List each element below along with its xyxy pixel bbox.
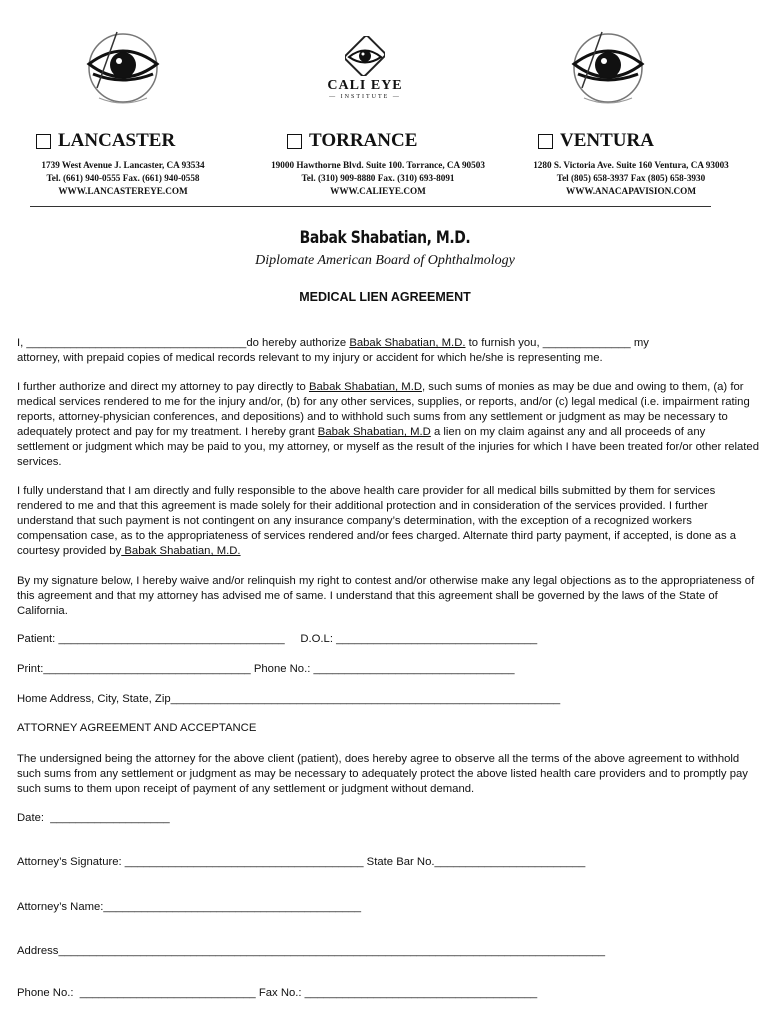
doctor-title: Diplomate American Board of Ophthalmology: [255, 253, 515, 268]
phone-line: Tel (805) 658-3937 Fax (805) 658-3930: [556, 173, 706, 183]
p2-text-c: , such sums of monies as may be due and owing to them, (a) for medical services rendered to me for the injury and/or, (b) for any other services, supplies, or reports, and/or (c) legal medical (i.e. impairment rating reports, attorney-physician conferences, and depositions) and to withhold such sums from any settlement or judgment as may be necessary to adequately protect and pay for my treatment. I hereby grant: [17, 381, 750, 438]
p2-text-a: I further authorize and direct my attorney to pay directly to: [17, 381, 309, 393]
patient-dol-field[interactable]: Patient: ____________________________________ D.O.L: ________________________________: [17, 633, 538, 645]
attorney-heading: ATTORNEY AGREEMENT AND ACCEPTANCE: [17, 722, 257, 734]
p1-text-d: attorney, with prepaid copies of medical records relevant to my injury or accident for which he/she is representing me.: [17, 352, 603, 364]
eye-logo-right: [568, 28, 648, 108]
cali-eye-icon: [345, 36, 385, 76]
phone-line: Tel. (310) 909-8880 Fax. (310) 693-8091: [301, 173, 455, 183]
address-lancaster: [18, 159, 228, 198]
p1-text-c: to furnish you, ______________ my: [465, 337, 649, 349]
location-name: LANCASTER: [58, 130, 176, 151]
address-ventura: [513, 159, 749, 198]
paragraph-authorization: [17, 336, 759, 366]
paragraph-responsibility: [17, 484, 759, 559]
website-line: WWW.LANCASTEREYE.COM: [58, 186, 188, 196]
p3-text-a: I fully understand that I am directly and fully responsible to the above health care provider for all medical bills submitted by them for services rendered to me and that this agreement is made solely for their additional protection and in consideration of the services provided. I further understand that such payment is not contingent on any insurance company’s determination, with the exception of a recognized workers compensation case, as to the appropriateness of services rendered and/or fees charged. Alternate third party payment, if accepted, is done as a courtesy provided by: [17, 485, 737, 557]
location-ventura: [538, 130, 654, 152]
doctor-name-ref: Babak Shabatian, M.D: [308, 381, 423, 393]
doctor-name-ref: Babak Shabatian, M.D.: [121, 545, 241, 557]
print-phone-field[interactable]: Print:_________________________________ Phone No.: ________________________________: [17, 663, 515, 675]
header-divider: [30, 206, 711, 207]
attorney-name-field[interactable]: Attorney’s Name:_________________________________________: [17, 901, 362, 913]
paragraph-waiver: By my signature below, I hereby waive and/or relinquish my right to contest and/or otherwise make any legal objections as to the appropriateness of this agreement and that my attorney has advised me of same. I understand that this agreement shall be governed by the laws of the State of California.: [17, 575, 755, 617]
website-line: WWW.CALIEYE.COM: [330, 186, 426, 196]
cali-eye-logo: [322, 34, 408, 106]
attorney-address-field[interactable]: Address_______________________________________________________________________________________: [17, 945, 606, 957]
address-line: 1739 West Avenue J. Lancaster, CA 93534: [41, 160, 205, 170]
address-torrance: [250, 159, 506, 198]
paragraph-direction: [17, 380, 759, 470]
p2-text-e: a lien on my claim against any and all proceeds of any settlement or judgment which may be paid to you, my attorney, or myself as the result of the injuries for which I have been treated for/or other related services.: [17, 426, 759, 468]
doctor-name-ref: Babak Shabatian, M.D.: [349, 337, 466, 349]
location-lancaster: [36, 130, 175, 152]
doctor-name: Babak Shabatian, M.D.: [299, 228, 471, 248]
website-line: WWW.ANACAPAVISION.COM: [566, 186, 696, 196]
torrance-checkbox[interactable]: [287, 134, 302, 149]
address-line: 19000 Hawthorne Blvd. Suite 100. Torrance, CA 90503: [271, 160, 485, 170]
lancaster-checkbox[interactable]: [36, 134, 51, 149]
agreement-title: MEDICAL LIEN AGREEMENT: [299, 290, 471, 304]
location-name: VENTURA: [560, 130, 654, 151]
cali-eye-brand-sub: — INSTITUTE —: [329, 94, 401, 100]
cali-eye-brand: CALI EYE: [327, 78, 403, 93]
home-address-field[interactable]: Home Address, City, State, Zip______________________________________________________________: [17, 693, 561, 705]
ventura-checkbox[interactable]: [538, 134, 553, 149]
eye-logo-left: [83, 28, 163, 108]
attorney-signature-field[interactable]: Attorney’s Signature: ______________________________________ State Bar No.________________________: [17, 856, 586, 868]
p1-text-a: I, ___________________________________do hereby authorize: [17, 337, 350, 349]
attorney-phone-fax-field[interactable]: Phone No.: ____________________________ Fax No.: _____________________________________: [17, 987, 538, 999]
date-field[interactable]: Date: ___________________: [17, 812, 170, 824]
phone-line: Tel. (661) 940-0555 Fax. (661) 940-0558: [46, 173, 200, 183]
paragraph-attorney: The undersigned being the attorney for the above client (patient), does hereby agree to observe all the terms of the above agreement to withhold such sums from any settlement or judgment as may be necessary to adequately protect the above listed health care providers and to promptly pay such sums to them upon receipt of payment of any settlement or judgment without demand.: [17, 753, 748, 795]
address-line: 1280 S. Victoria Ave. Suite 160 Ventura, CA 93003: [533, 160, 729, 170]
doctor-name-ref: Babak Shabatian, M.D: [317, 426, 431, 438]
location-torrance: [287, 130, 417, 152]
location-name: TORRANCE: [309, 130, 418, 151]
